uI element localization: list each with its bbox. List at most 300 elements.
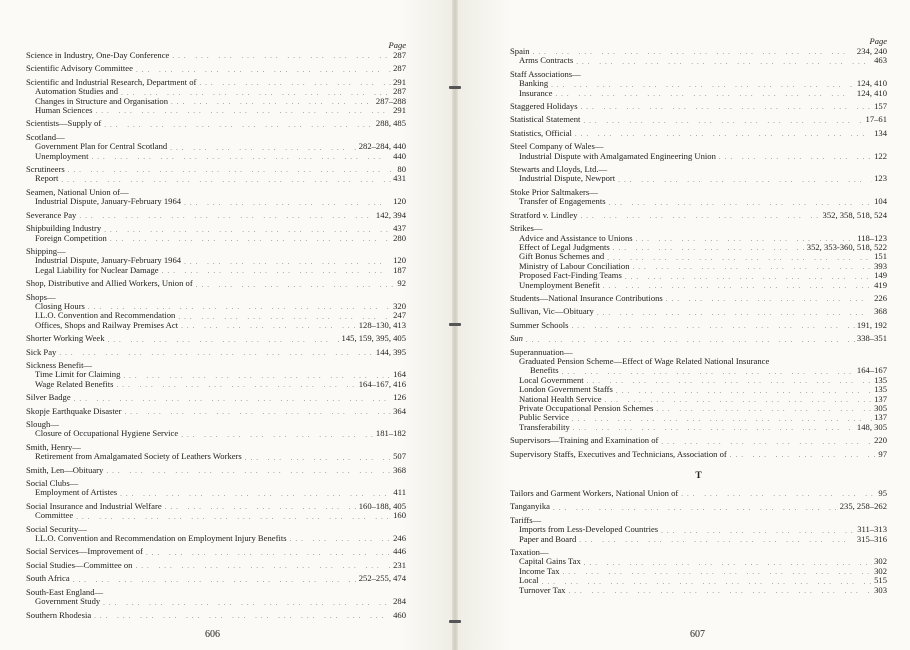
entry-text: Staggered Holidays xyxy=(510,101,578,112)
index-heading-row xyxy=(26,348,406,357)
entry-page-numbers: 118–123 xyxy=(857,232,887,243)
entry-text: Income Tax xyxy=(519,565,560,576)
entry-text: Taxation— xyxy=(510,547,549,558)
dot-leader xyxy=(169,52,391,60)
dot-leader xyxy=(132,562,391,570)
index-subentry xyxy=(26,534,406,543)
dot-leader xyxy=(114,381,357,389)
index-subentry xyxy=(510,423,887,432)
entry-text: Spain xyxy=(510,46,530,56)
index-entry xyxy=(510,436,887,445)
entry-page-numbers: 287 xyxy=(393,50,406,60)
index-subentry xyxy=(26,511,406,520)
dot-leader xyxy=(162,503,357,511)
index-subentry xyxy=(26,452,406,461)
index-subentry xyxy=(26,106,406,115)
entry-page-numbers: 128–130, 413 xyxy=(358,319,406,330)
index-entry xyxy=(26,293,406,331)
entry-page-numbers: 135 xyxy=(874,384,887,395)
dot-leader xyxy=(91,612,391,620)
dot-leader xyxy=(530,48,855,56)
entry-text: Closing Hours xyxy=(35,300,85,311)
entry-text: Sun xyxy=(510,333,523,344)
dot-leader xyxy=(584,377,872,385)
entry-page-numbers: 124, 410 xyxy=(856,78,887,89)
index-heading-row xyxy=(26,279,406,288)
entry-text: Slough— xyxy=(26,419,59,429)
dot-leader xyxy=(600,282,872,290)
entry-page-numbers: 460 xyxy=(393,609,406,620)
entry-text: Paper and Board xyxy=(519,533,577,544)
entry-text: Shipping— xyxy=(26,245,66,256)
index-subentry xyxy=(510,197,887,206)
entry-page-numbers: 287 xyxy=(393,86,406,97)
entry-text: Gift Bonus Schemes and xyxy=(519,251,605,262)
entry-text: Scrutineers xyxy=(26,164,65,175)
index-subentry xyxy=(26,174,406,183)
right-entry-list-s xyxy=(510,47,887,459)
entry-text: Scientists—Supply of xyxy=(26,118,102,129)
entry-page-numbers: 315–316 xyxy=(856,533,887,544)
binding-mark xyxy=(449,323,461,326)
index-heading-row xyxy=(510,489,887,498)
page-column-heading: Page xyxy=(869,36,887,46)
entry-page-numbers: 446 xyxy=(393,546,406,557)
entry-text: Government Plan for Central Scotland xyxy=(35,141,168,152)
entry-text: Committee xyxy=(35,510,74,521)
dot-leader xyxy=(193,281,396,289)
entry-page-numbers: 284 xyxy=(393,596,406,607)
entry-text: Stoke Prior Saltmakers— xyxy=(510,186,598,197)
entry-text: Transferability xyxy=(519,421,570,432)
entry-text: National Health Service xyxy=(519,393,602,404)
entry-page-numbers: 220 xyxy=(874,435,887,446)
entry-text: Summer Schools xyxy=(510,319,569,330)
index-subentry xyxy=(510,586,887,595)
right-page xyxy=(455,0,910,650)
entry-page-numbers: 234, 240 xyxy=(856,46,887,56)
index-entry xyxy=(26,466,406,475)
dot-leader xyxy=(181,258,391,266)
entry-text: Government Study xyxy=(35,596,101,607)
index-entry xyxy=(510,115,887,124)
entry-text: Automation Studies and xyxy=(35,86,119,97)
dot-leader xyxy=(610,244,805,252)
entry-text: Shops— xyxy=(26,291,56,302)
index-entry xyxy=(26,561,406,570)
entry-text: Unemployment xyxy=(35,150,89,161)
index-entry xyxy=(26,407,406,416)
entry-text: Transfer of Engagements xyxy=(519,196,606,207)
entry-text: Students—National Insurance Contributions xyxy=(510,292,663,303)
entry-page-numbers: 291 xyxy=(393,105,406,116)
index-subentry xyxy=(510,557,887,566)
index-heading-row xyxy=(26,119,406,128)
index-subentry xyxy=(510,79,887,88)
dot-leader xyxy=(716,153,872,161)
entry-text: Tariffs— xyxy=(510,514,542,525)
dot-leader xyxy=(576,536,855,544)
dot-leader xyxy=(196,79,391,87)
index-entry xyxy=(510,102,887,111)
entry-page-numbers: 122 xyxy=(874,150,887,161)
index-entry xyxy=(26,78,406,116)
entry-page-numbers: 134 xyxy=(874,127,887,138)
dot-leader xyxy=(65,166,396,174)
entry-text: Industrial Dispute, January-February 1964 xyxy=(35,255,182,266)
index-heading-row xyxy=(26,466,406,475)
entry-text: I.L.O. Convention and Recommendation on Employment Injury Benefits xyxy=(35,533,287,544)
index-heading-row xyxy=(510,102,887,111)
index-heading-row xyxy=(510,307,887,316)
entry-text: Tailors and Garment Workers, National Union of xyxy=(510,488,679,499)
index-entry xyxy=(510,224,887,290)
entry-text: Effect of Legal Judgments xyxy=(519,241,610,252)
section-letter-heading: T xyxy=(695,471,702,482)
entry-page-numbers: 160–188, 405 xyxy=(358,500,406,511)
index-subentry xyxy=(26,429,406,438)
dot-leader xyxy=(133,66,391,74)
entry-page-numbers: 123 xyxy=(874,173,887,184)
entry-text: Capital Gains Tax xyxy=(519,556,581,567)
dot-leader xyxy=(565,587,872,595)
entry-text: Sullivan, Vic—Obituary xyxy=(510,306,594,317)
entry-page-numbers: 137 xyxy=(874,412,887,423)
index-entry xyxy=(26,574,406,583)
entry-text: Sickness Benefit— xyxy=(26,359,93,370)
entry-page-numbers: 287 xyxy=(393,63,406,74)
right-index-column xyxy=(510,36,887,599)
entry-text: Legal Liability for Nuclear Damage xyxy=(35,264,159,275)
entry-page-numbers: 419 xyxy=(874,279,887,290)
dot-leader xyxy=(93,107,392,115)
dot-leader xyxy=(570,424,855,432)
dot-leader xyxy=(159,267,392,275)
index-entry xyxy=(26,64,406,73)
index-heading-row xyxy=(510,211,887,220)
dot-leader xyxy=(678,490,876,498)
dot-leader xyxy=(100,599,391,607)
index-entry xyxy=(26,479,406,498)
index-subentry xyxy=(510,535,887,544)
index-entry xyxy=(26,211,406,220)
entry-page-numbers: 507 xyxy=(393,451,406,462)
entry-page-numbers: 252–255, 474 xyxy=(358,573,406,584)
entry-page-numbers: 137 xyxy=(874,393,887,404)
entry-page-numbers: 149 xyxy=(874,270,887,281)
dot-leader xyxy=(101,226,391,234)
entry-page-numbers: 305 xyxy=(874,403,887,413)
index-subentry xyxy=(26,234,406,243)
entry-text: Scientific and Industrial Research, Department of xyxy=(26,76,197,87)
entry-page-numbers: 246 xyxy=(393,533,406,544)
dot-leader xyxy=(559,368,855,376)
entry-page-numbers: 393 xyxy=(874,260,887,271)
dot-leader xyxy=(548,81,855,89)
index-heading-row xyxy=(26,334,406,343)
index-subentry xyxy=(510,56,887,65)
index-subentry xyxy=(510,567,887,576)
entry-text: Seamen, National Union of— xyxy=(26,186,129,197)
index-heading-row xyxy=(26,407,406,416)
dot-leader xyxy=(539,578,873,586)
right-entry-list-t xyxy=(510,489,887,595)
entry-page-numbers: 352, 358, 518, 524 xyxy=(822,209,887,220)
entry-text: Report xyxy=(35,173,59,184)
index-heading-row xyxy=(510,115,887,124)
entry-page-numbers: 145, 159, 395, 405 xyxy=(341,333,406,344)
entry-text: Closure of Occupational Hygiene Service xyxy=(35,428,179,439)
dot-leader xyxy=(577,212,820,220)
dot-leader xyxy=(105,336,340,344)
entry-text: Steel Company of Wales— xyxy=(510,141,604,152)
index-heading-row xyxy=(26,547,406,556)
index-subentry xyxy=(26,321,406,330)
dot-leader xyxy=(569,415,872,423)
index-subentry xyxy=(26,197,406,206)
index-entry xyxy=(510,516,887,544)
entry-text: Social Clubs— xyxy=(26,478,79,489)
entry-page-numbers: 164–167 xyxy=(856,365,887,376)
index-entry xyxy=(26,420,406,439)
index-heading-row xyxy=(510,502,887,511)
dot-leader xyxy=(560,568,873,576)
page-column-heading: Page xyxy=(388,40,406,50)
entry-text: Foreign Competition xyxy=(35,232,107,243)
index-subentry xyxy=(510,89,887,98)
entry-text: Changes in Structure and Organisation xyxy=(35,95,169,106)
entry-text: Graduated Pension Scheme—Effect of Wage Related National Insurance xyxy=(519,355,770,366)
dot-leader xyxy=(663,295,872,303)
index-entry xyxy=(26,525,406,544)
index-subentry xyxy=(26,488,406,497)
dot-leader xyxy=(70,576,357,584)
index-entry xyxy=(26,133,406,161)
index-entry xyxy=(26,611,406,620)
index-heading-row xyxy=(26,393,406,402)
dot-leader xyxy=(630,263,873,271)
entry-page-numbers: 126 xyxy=(393,392,406,403)
entry-text: Superannuation— xyxy=(510,346,573,357)
entry-page-numbers: 291 xyxy=(393,76,406,87)
entry-text: Smith, Henry— xyxy=(26,441,81,452)
index-entry xyxy=(510,348,887,433)
dot-leader xyxy=(550,504,838,512)
entry-text: Banking xyxy=(519,78,549,89)
entry-page-numbers: 148, 305 xyxy=(856,421,887,432)
dot-leader xyxy=(71,395,391,403)
entry-text: I.L.O. Convention and Recommendation xyxy=(35,310,176,321)
entry-page-numbers: 157 xyxy=(874,101,887,112)
dot-leader xyxy=(523,336,855,344)
entry-page-numbers: 151 xyxy=(874,251,887,262)
dot-leader xyxy=(613,387,872,395)
entry-page-numbers: 187 xyxy=(393,264,406,275)
entry-text: Supervisory Staffs, Executives and Technicians, Association of xyxy=(510,448,727,459)
entry-page-numbers: 164 xyxy=(393,369,406,380)
entry-page-numbers: 303 xyxy=(874,584,887,595)
index-entry xyxy=(510,502,887,511)
dot-leader xyxy=(120,372,391,380)
dot-leader xyxy=(658,438,872,446)
entry-text: Industrial Dispute, January-February 1964 xyxy=(35,196,182,207)
index-entry xyxy=(510,142,887,161)
dot-leader xyxy=(73,513,391,521)
entry-text: Retirement from Amalgamated Society of Leathers Workers xyxy=(35,451,242,462)
dot-leader xyxy=(622,273,872,281)
entry-text: Stewarts and Lloyds, Ltd.— xyxy=(510,164,608,175)
entry-text: London Government Staffs xyxy=(519,384,613,395)
entry-text: Social Insurance and Industrial Welfare xyxy=(26,500,162,511)
index-entry xyxy=(26,279,406,288)
entry-page-numbers: 124, 410 xyxy=(856,87,887,98)
index-heading-row xyxy=(510,436,887,445)
index-entry xyxy=(26,224,406,243)
index-entry xyxy=(26,165,406,184)
index-entry xyxy=(510,548,887,595)
entry-text: Wage Related Benefits xyxy=(35,378,114,389)
entry-page-numbers: 368 xyxy=(874,306,887,317)
entry-text: Benefits xyxy=(530,365,559,376)
entry-page-numbers: 515 xyxy=(874,575,887,586)
index-entry xyxy=(26,393,406,402)
index-subentry xyxy=(26,380,406,389)
index-heading-row xyxy=(26,611,406,620)
dot-leader xyxy=(569,322,855,330)
dot-leader xyxy=(580,117,863,125)
binding-mark xyxy=(449,620,461,623)
entry-text: Unemployment Benefit xyxy=(519,279,600,290)
entry-page-numbers: 282–284, 440 xyxy=(358,141,406,152)
entry-text: Employment of Artistes xyxy=(35,487,118,498)
index-entry xyxy=(26,247,406,275)
index-subentry xyxy=(510,152,887,161)
entry-page-numbers: 104 xyxy=(874,196,887,207)
index-heading-row xyxy=(26,64,406,73)
dot-leader xyxy=(56,349,374,357)
index-entry xyxy=(510,489,887,498)
dot-leader xyxy=(181,199,391,207)
dot-leader xyxy=(167,144,357,152)
entry-text: Statistical Statement xyxy=(510,114,581,125)
index-entry xyxy=(26,119,406,128)
entry-page-numbers: 368 xyxy=(393,464,406,475)
entry-page-numbers: 97 xyxy=(878,448,887,459)
entry-page-numbers: 120 xyxy=(393,196,406,207)
dot-leader xyxy=(727,451,877,459)
entry-page-numbers: 181–182 xyxy=(375,428,406,439)
entry-page-numbers: 80 xyxy=(397,164,406,175)
dot-leader xyxy=(168,98,374,106)
index-entry xyxy=(510,47,887,66)
entry-text: Shorter Working Week xyxy=(26,333,105,344)
dot-leader xyxy=(88,153,391,161)
index-entry xyxy=(26,443,406,462)
index-entry xyxy=(510,129,887,138)
entry-page-numbers: 164–167, 416 xyxy=(358,378,406,389)
index-entry xyxy=(26,588,406,607)
entry-text: Smith, Len—Obituary xyxy=(26,464,104,475)
index-subentry xyxy=(26,597,406,606)
index-heading-row xyxy=(26,502,406,511)
entry-text: Human Sciences xyxy=(35,105,93,116)
entry-text: Supervisors—Training and Examination of xyxy=(510,435,659,446)
dot-leader xyxy=(552,90,855,98)
entry-page-numbers: 287–288 xyxy=(375,95,406,106)
index-heading-row xyxy=(510,450,887,459)
entry-text: Arms Contracts xyxy=(519,55,574,66)
entry-text: Public Service xyxy=(519,412,569,423)
index-heading-row xyxy=(26,51,406,60)
entry-text: Insurance xyxy=(519,87,553,98)
dot-leader xyxy=(117,490,391,498)
dot-leader xyxy=(658,527,855,535)
entry-page-numbers: 302 xyxy=(874,556,887,567)
index-entry xyxy=(510,188,887,207)
entry-text: Social Security— xyxy=(26,523,87,534)
page-number-right: 607 xyxy=(690,629,705,640)
entry-page-numbers: 411 xyxy=(393,487,406,498)
entry-page-numbers: 352, 353-360, 518, 522 xyxy=(806,241,887,252)
entry-page-numbers: 120 xyxy=(393,255,406,266)
dot-leader xyxy=(653,405,872,413)
entry-page-numbers: 191, 192 xyxy=(856,319,887,330)
index-subentry xyxy=(510,357,887,366)
entry-page-numbers: 311–313 xyxy=(857,524,887,535)
entry-page-numbers: 231 xyxy=(393,559,406,570)
index-heading-row xyxy=(510,321,887,330)
entry-text: Tanganyika xyxy=(510,501,550,512)
index-subentry xyxy=(510,174,887,183)
index-subentry xyxy=(26,266,406,275)
index-subentry xyxy=(26,152,406,161)
entry-page-numbers: 288, 485 xyxy=(375,118,406,129)
entry-text: Proposed Fact-Finding Teams xyxy=(519,270,622,281)
entry-text: Shop, Distributive and Allied Workers, Union of xyxy=(26,278,193,289)
dot-leader xyxy=(101,121,374,129)
index-entry xyxy=(26,547,406,556)
index-entry xyxy=(510,70,887,98)
entry-text: Time Limit for Claiming xyxy=(35,369,121,380)
entry-text: Staff Associations— xyxy=(510,68,581,79)
dot-leader xyxy=(242,454,391,462)
dot-leader xyxy=(287,535,392,543)
dot-leader xyxy=(578,103,873,111)
index-subentry xyxy=(510,281,887,290)
entry-page-numbers: 320 xyxy=(393,300,406,311)
left-entry-list xyxy=(26,51,406,620)
index-entry xyxy=(510,165,887,184)
entry-page-numbers: 247 xyxy=(393,310,406,321)
index-subentry xyxy=(510,576,887,585)
dot-leader xyxy=(178,322,357,330)
entry-text: Social Services—Improvement of xyxy=(26,546,143,557)
entry-text: Industrial Dispute, Newport xyxy=(519,173,616,184)
index-entry xyxy=(510,307,887,316)
index-entry xyxy=(26,334,406,343)
index-entry xyxy=(510,450,887,459)
dot-leader xyxy=(58,176,391,184)
index-entry xyxy=(510,321,887,330)
entry-text: Offices, Shops and Railway Premises Act xyxy=(35,319,179,330)
entry-text: Social Studies—Committee on xyxy=(26,559,133,570)
entry-text: Statistics, Official xyxy=(510,127,572,138)
dot-leader xyxy=(121,408,391,416)
entry-text: Shipbuilding Industry xyxy=(26,223,102,234)
entry-text: Local xyxy=(519,575,539,586)
index-entry xyxy=(510,334,887,343)
entry-text: Turnover Tax xyxy=(519,584,566,595)
